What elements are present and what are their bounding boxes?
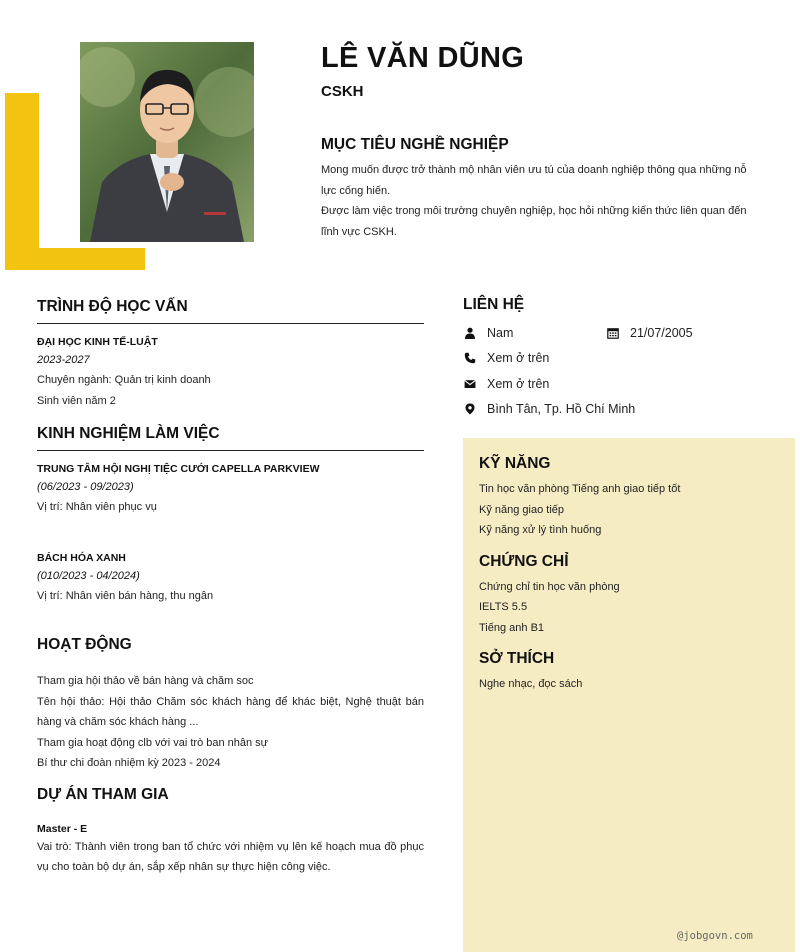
projects-title: DỰ ÁN THAM GIA [37, 785, 169, 803]
hobby-item: Nghe nhạc, đọc sách [479, 678, 583, 690]
hobbies-section [479, 650, 779, 695]
activity-line: Tên hội thảo: Hội thảo Chăm sóc khách hàng để khác biệt, Nghệ thuật bán hàng và chăm sóc khách hàng ... [37, 695, 424, 728]
skill-item: Tin học văn phòng Tiếng anh giao tiếp tốt [479, 483, 681, 495]
gender-value: Nam [487, 325, 514, 340]
location-pin-icon [463, 403, 476, 416]
experience-title: KINH NGHIỆM LÀM VIỆC [37, 425, 424, 451]
hobbies-title: SỞ THÍCH [479, 650, 555, 667]
work-period: (06/2023 - 09/2023) [37, 481, 134, 493]
certificate-item: IELTS 5.5 [479, 601, 528, 613]
candidate-role: CSKH [321, 83, 364, 100]
calendar-icon [606, 326, 619, 339]
contact-row-gender-birthday [463, 320, 795, 346]
objective-paragraph: Được làm việc trong môi trường chuyên nghiệp, học hỏi những kiến thức liên quan đến lĩnh vực CSKH. [321, 205, 747, 238]
skills-panel [463, 438, 795, 952]
activity-line: Bí thư chi đoàn nhiệm kỳ 2023 - 2024 [37, 757, 221, 769]
candidate-name: LÊ VĂN DŨNG [321, 42, 525, 74]
certificate-item: Tiếng anh B1 [479, 621, 545, 634]
activity-line: Tham gia hội thảo về bán hàng và chăm soc [37, 675, 254, 687]
mail-icon [463, 377, 476, 390]
projects-section [37, 786, 424, 878]
address-value: Bình Tân, Tp. Hồ Chí Minh [487, 402, 636, 417]
school-name: ĐẠI HỌC KINH TẾ-LUẬT [37, 336, 158, 348]
skills-title: KỸ NĂNG [479, 455, 551, 472]
objective-paragraph: Mong muốn được trở thành mộ nhân viên ưu tú của doanh nghiệp thông qua những nỗ lực cống hiến. [321, 164, 747, 197]
activity-line: Tham gia hoạt động clb với vai trò ban nhân sự [37, 736, 269, 749]
phone-value: Xem ở trên [487, 351, 550, 366]
left-column [37, 298, 424, 878]
activities-title: HOẠT ĐỘNG [37, 636, 132, 653]
certificate-item: Chứng chỉ tin học văn phòng [479, 580, 620, 593]
work-position: Vị trí: Nhân viên bán hàng, thu ngân [37, 589, 214, 602]
phone-icon [463, 352, 476, 365]
education-title: TRÌNH ĐỘ HỌC VẤN [37, 298, 424, 324]
person-icon [463, 326, 476, 339]
certificates-section [479, 553, 779, 639]
skill-item: Kỹ năng xử lý tình huống [479, 524, 602, 536]
contact-section [463, 296, 795, 422]
skills-section [479, 455, 779, 541]
company-name: BÁCH HÓA XANH [37, 551, 126, 564]
contact-row-email [463, 371, 795, 397]
work-position: Vị trí: Nhân viên phục vụ [37, 501, 157, 513]
work-period: (010/2023 - 04/2024) [37, 569, 140, 582]
certificates-title: CHỨNG CHỈ [479, 552, 569, 570]
experience-item [37, 550, 424, 607]
email-value: Xem ở trên [487, 376, 550, 391]
project-name: Master - E [37, 822, 88, 835]
watermark-text: @jobgovn.com [677, 930, 753, 942]
skill-item: Kỹ năng giao tiếp [479, 503, 565, 516]
career-objective-section [321, 136, 761, 242]
education-year: Sinh viên năm 2 [37, 394, 116, 407]
experience-item [37, 461, 424, 518]
project-description: Vai trò: Thành viên trong ban tổ chức với nhiệm vụ lên kế hoạch mua đồ phục vụ cho toàn bộ dự án, sắp xếp nhân sự thực hiện công việc. [37, 840, 424, 873]
company-name: TRUNG TÂM HỘI NGHỊ TIỆC CƯỚI CAPELLA PARKVIEW [37, 463, 320, 475]
education-major: Chuyên ngành: Quản trị kinh doanh [37, 374, 211, 386]
contact-row-address [463, 397, 795, 423]
objective-title: MỤC TIÊU NGHỀ NGHIỆP [321, 136, 509, 153]
contact-title: LIÊN HỆ [463, 296, 525, 313]
contact-row-phone [463, 346, 795, 372]
education-period: 2023-2027 [37, 354, 90, 366]
experience-section [37, 425, 424, 606]
birthday-value: 21/07/2005 [630, 325, 693, 340]
accent-bar-horizontal [5, 248, 145, 270]
activities-section [37, 636, 424, 774]
education-section [37, 298, 424, 411]
accent-bar-vertical [5, 93, 39, 270]
profile-photo [80, 42, 254, 242]
